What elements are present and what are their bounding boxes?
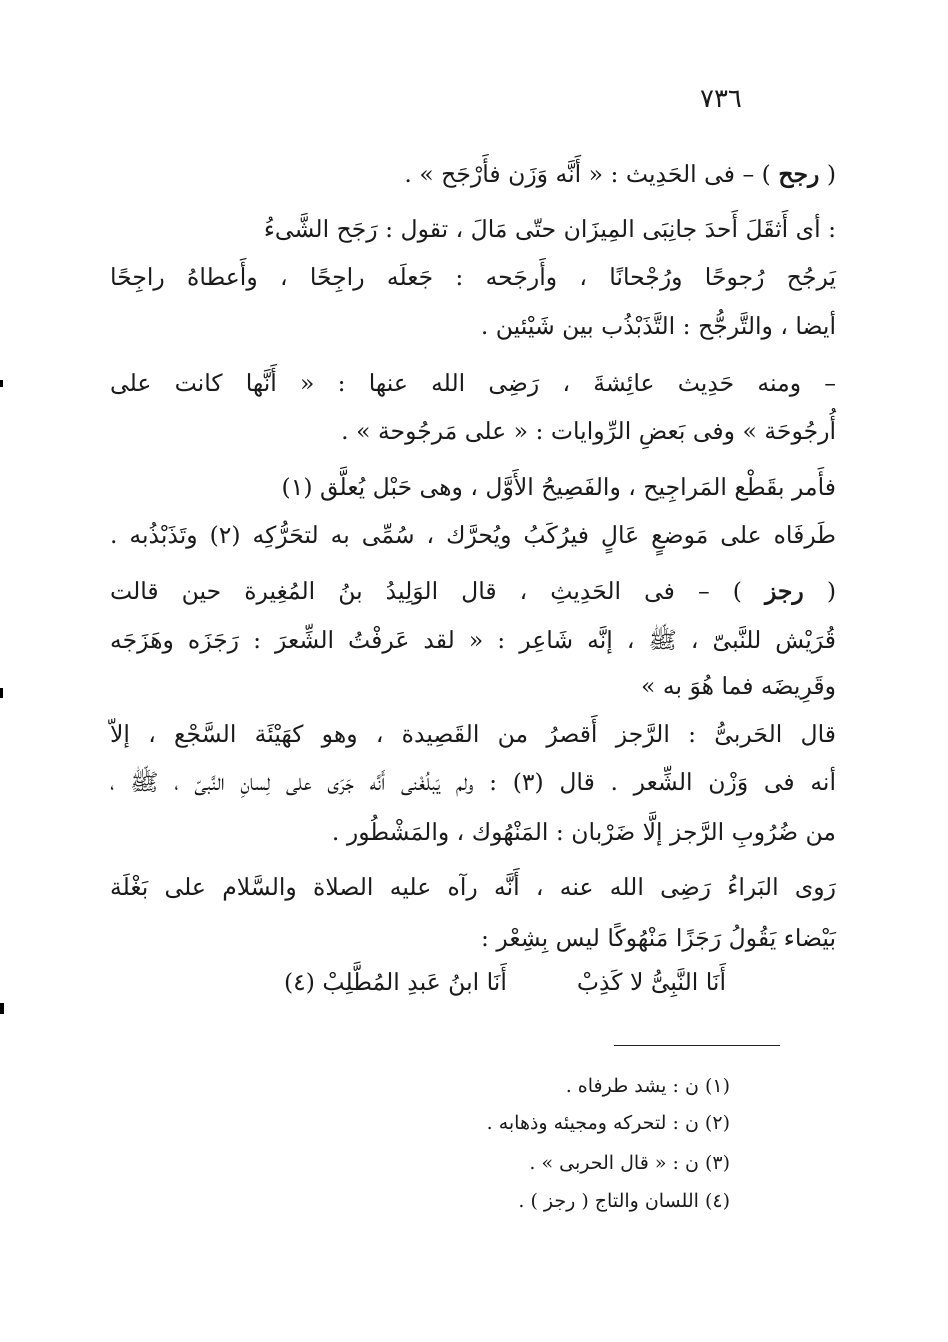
scan-mark <box>0 1003 4 1014</box>
text-line: يَرجُح رُجوحًا ورُجْحانًا ، وأَرجَحه : جَعلَه راجِحًا ، وأَعطاهُ راجِحًا <box>110 263 836 291</box>
text-line: أيضا ، والتَّرجُّح : التَّذَبْذُب بين شَيْئين . <box>480 312 836 340</box>
verse-hemistich-left: أَنَا ابنُ عَبدِ المُطَّلِبْ (٤) <box>283 968 507 996</box>
text-line: : أى أَثقَلَ أَحدَ جانِبَى المِيزَان حتّى مَالَ ، تقول : رَجَح الشَّىءُ <box>263 215 836 243</box>
text-line: أُرجُوحَة » وفى بَعضِ الرِّوايات : « على مَرجُوحة » . <box>341 417 836 445</box>
footnote: (١) ن : يشد طرفاه . <box>565 1075 730 1097</box>
text-line: وقَرِيضَه فما هُوَ به » <box>641 672 836 700</box>
text-line: – ومنه حَدِيث عائِشةَ ، رَضِى الله عنها : « أَنَّها كانت على <box>110 369 836 397</box>
footnote: (٣) ن : « قال الحربى » . <box>529 1152 730 1174</box>
verse-line <box>284 965 726 999</box>
text-line: أنه فى وَزْن الشِّعر . قال (٣) : ولم يَبلُغْنى أَنَّه جَرَى على لِسانِ النَّبىّ ، ﷺ ، <box>110 768 836 796</box>
text-line: بَيْضاء يَقُولُ رَجَزًا مَنْهُوكًا ليس بِشِعْر : <box>481 924 836 952</box>
entry-rajaha-heading: ( رجح ) – فى الحَدِيث : « أَنَّه وَزَن فأَرْجَح » . <box>404 160 836 188</box>
entry-rajaza-heading: ( رجز ) – فى الحَدِيثِ ، قال الوَلِيدُ بنُ المُغِيرة حين قالت <box>110 577 836 605</box>
scan-mark <box>0 688 3 698</box>
entry-keyword: رجز <box>764 577 804 605</box>
page-number: ٧٣٦ <box>700 84 742 114</box>
text-line: فأَمر بقَطْع المَراجِيح ، والفَصِيحُ الأَوَّل ، وهى حَبْل يُعلَّق (١) <box>281 473 836 501</box>
text-line: قُرَيْش للنَّبىّ ، ﷺ ، إنَّه شَاعِر : « لقد عَرفْتُ الشِّعرَ : رَجَزَه وهَزَجَه <box>110 626 836 654</box>
text-line: رَوى البَراءُ رَضِى الله عنه ، أَنَّه رآه عليه الصلاة والسَّلام على بَغْلَة <box>110 873 836 901</box>
text-line: قال الحَربىُّ : الرَّجز أَقصرُ من القَصِيدة ، وهو كهَيْئَة السَّجْع ، إلاّ <box>110 720 836 748</box>
scan-mark <box>0 380 3 387</box>
footnote: (٤) اللسان والتاج ( رجز ) . <box>518 1190 730 1212</box>
footnote-separator <box>614 1045 780 1046</box>
verse-hemistich-right: أَنَا النَّبِىُّ لا كَذِبْ <box>576 968 726 996</box>
entry-keyword: رجح <box>778 160 820 188</box>
text-line: من ضُرُوبِ الرَّجز إلَّا ضَرْبان : المَنْهُوك ، والمَشْطُور . <box>331 818 836 846</box>
footnote: (٢) ن : لتحركه ومجيئه وذهابه . <box>486 1112 730 1134</box>
text-line: طَرفَاه على مَوضعٍ عَالٍ فيرُكَبُ ويُحرَّك ، سُمِّى به لتحَرُّكِه (٢) وتَذَبْذُبه . <box>110 521 836 549</box>
